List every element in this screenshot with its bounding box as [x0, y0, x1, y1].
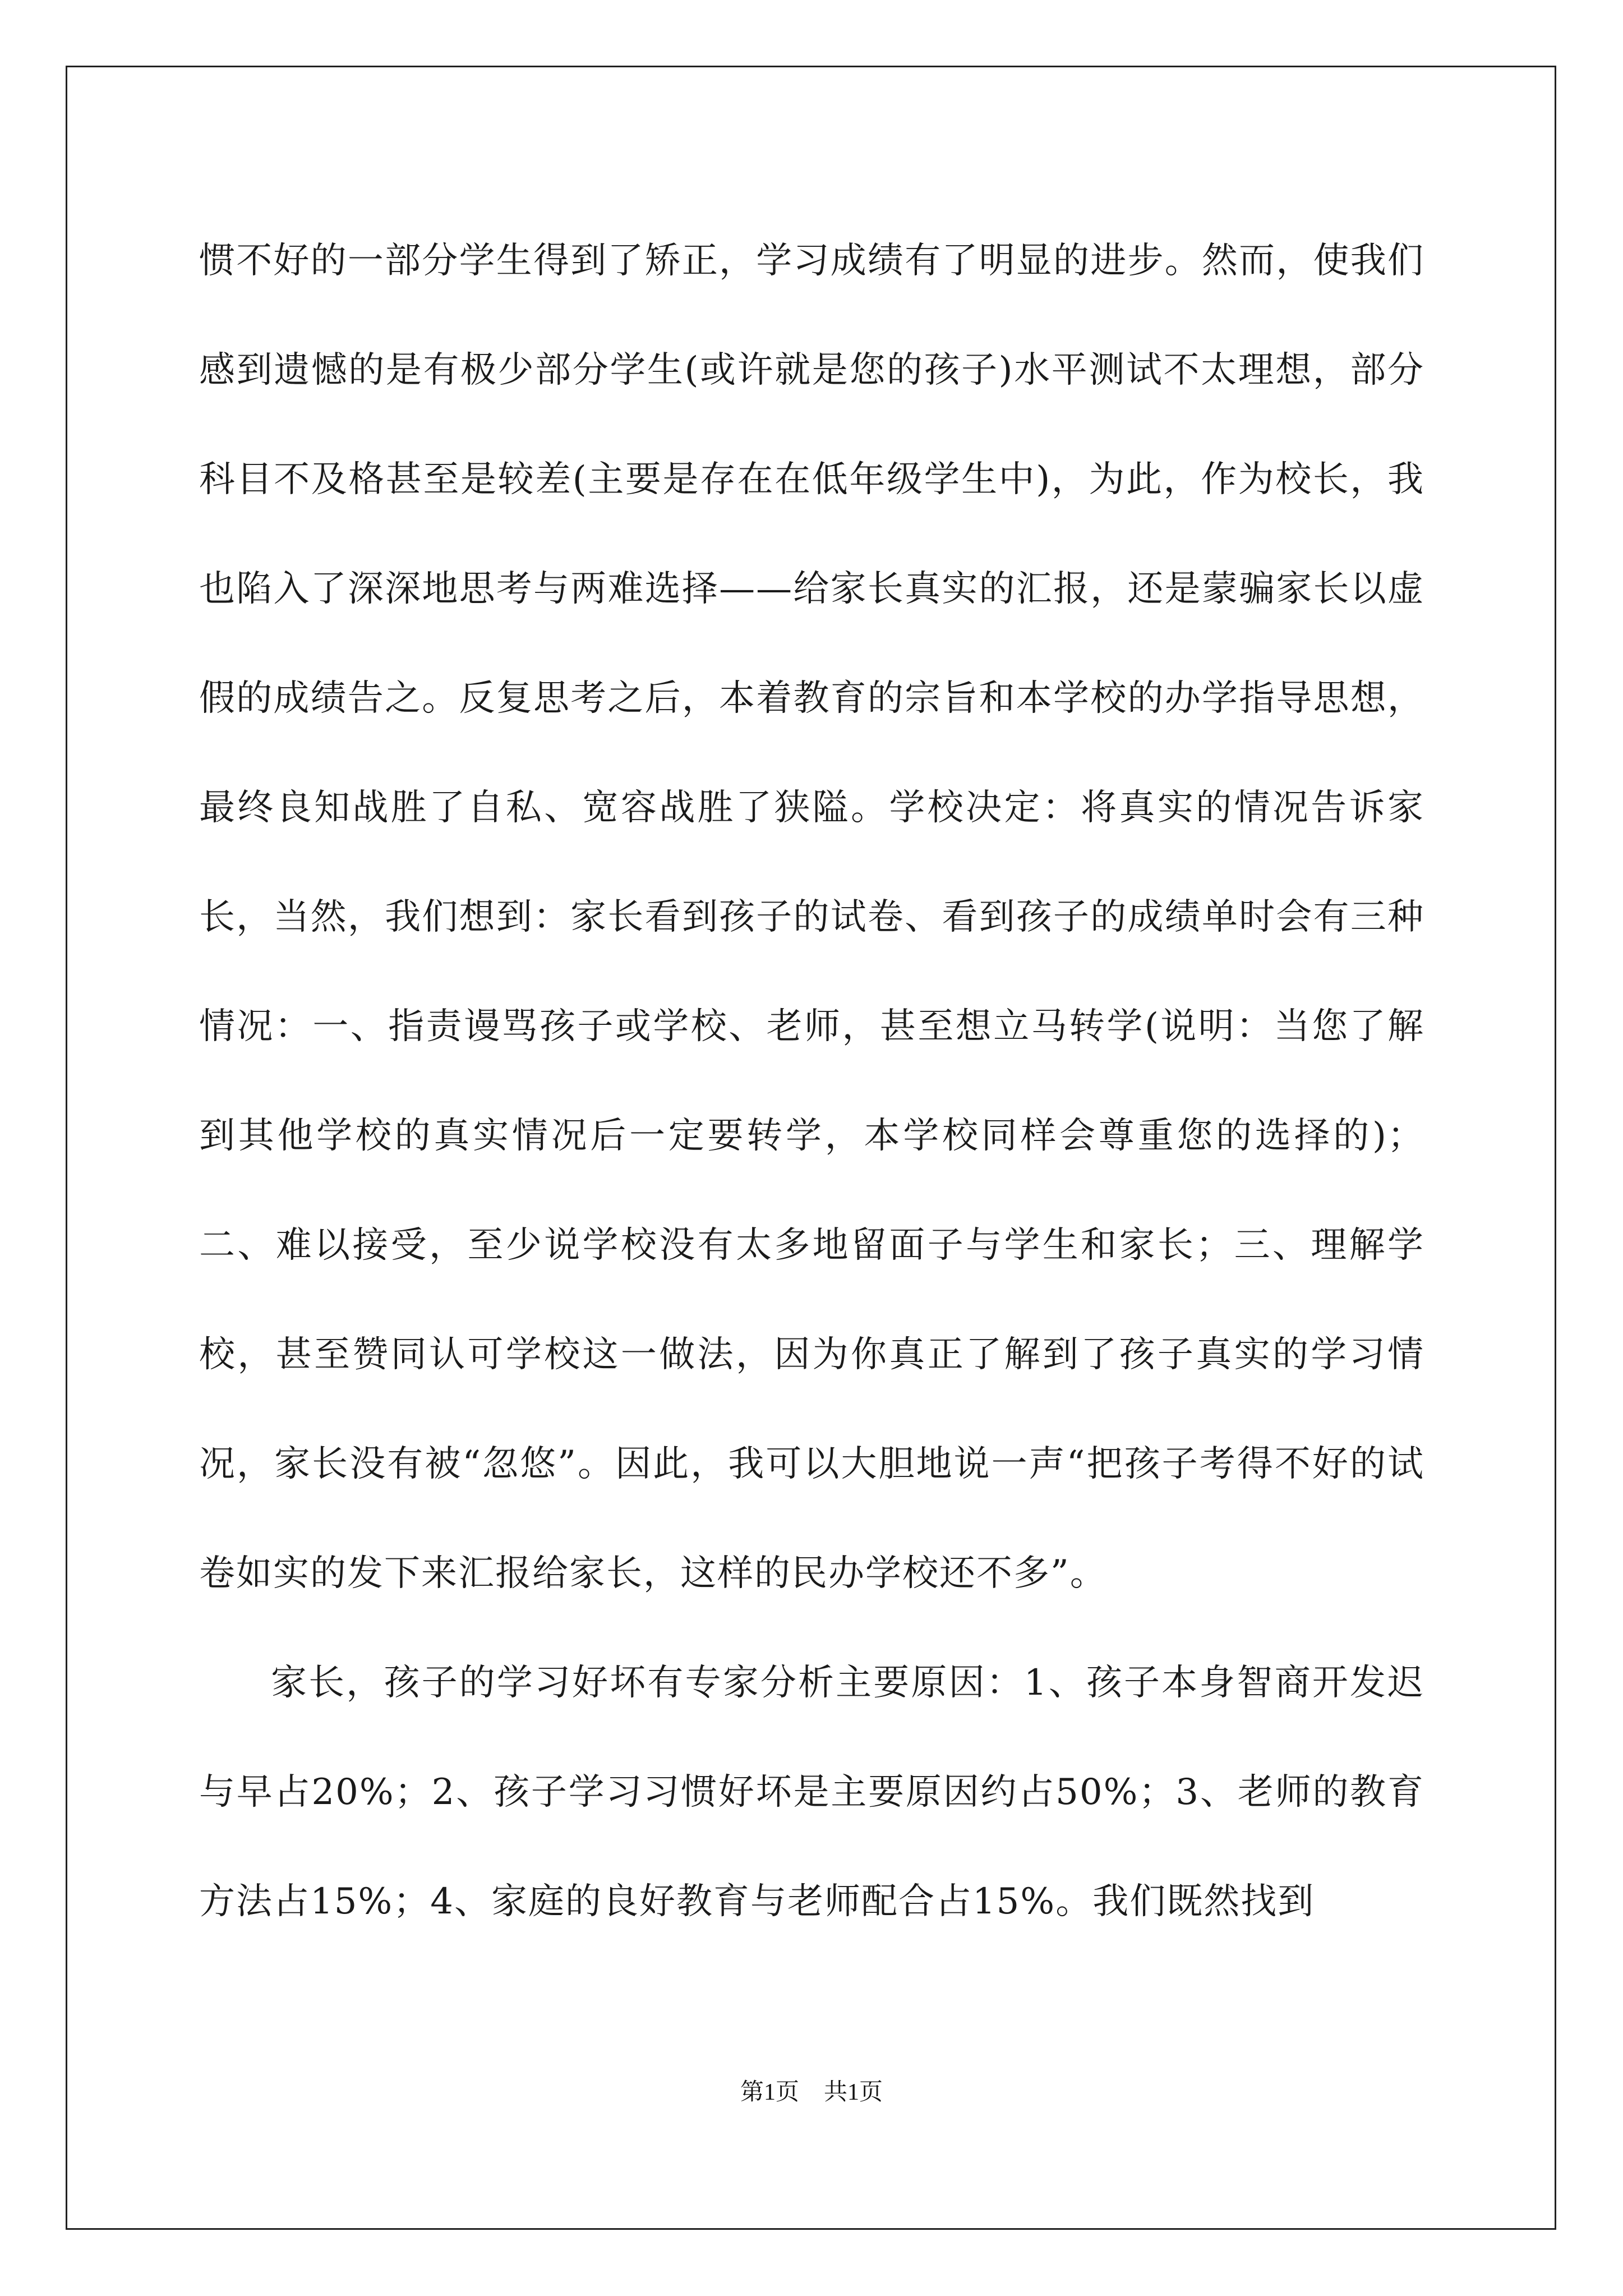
- paragraph-1: 惯不好的一部分学生得到了矫正，学习成绩有了明显的进步。然而，使我们感到遗憾的是有极少部分学生(或许就是您的孩子)水平测试不太理想，部分科目不及格甚至是较差(主要是存在在低年级学生中)，为此，作为校长，我也陷入了深深地思考与两难选择——给家长真实的汇报，还是蒙骗家长以虚假的成绩告之。反复思考之后，本着教育的宗旨和本学校的办学指导思想，最终良知战胜了自私、宽容战胜了狭隘。学校决定：将真实的情况告诉家长，当然，我们想到：家长看到孩子的试卷、看到孩子的成绩单时会有三种情况：一、指责谩骂孩子或学校、老师，甚至想立马转学(说明：当您了解到其他学校的真实情况后一定要转学，本学校同样会尊重您的选择的)；二、难以接受，至少说学校没有太多地留面子与学生和家长；三、理解学校，甚至赞同认可学校这一做法，因为你真正了解到了孩子真实的学习情况，家长没有被“忽悠”。因此，我可以大胆地说一声“把孩子考得不好的试卷如实的发下来汇报给家长，这样的民办学校还不多”。: [199, 240, 1424, 1594]
- page-footer: [0, 2076, 1623, 2109]
- page-number: 第1页: [740, 2079, 799, 2105]
- page-total: 共1页: [824, 2079, 883, 2105]
- document-body: [199, 206, 1424, 1957]
- paragraph-2: 家长，孩子的学习好坏有专家分析主要原因：1、孩子本身智商开发迟与早占20%；2、孩子学习习惯好坏是主要原因约占50%；3、老师的教育方法占15%；4、家庭的良好教育与老师配合占15%。我们既然找到: [199, 1662, 1424, 1922]
